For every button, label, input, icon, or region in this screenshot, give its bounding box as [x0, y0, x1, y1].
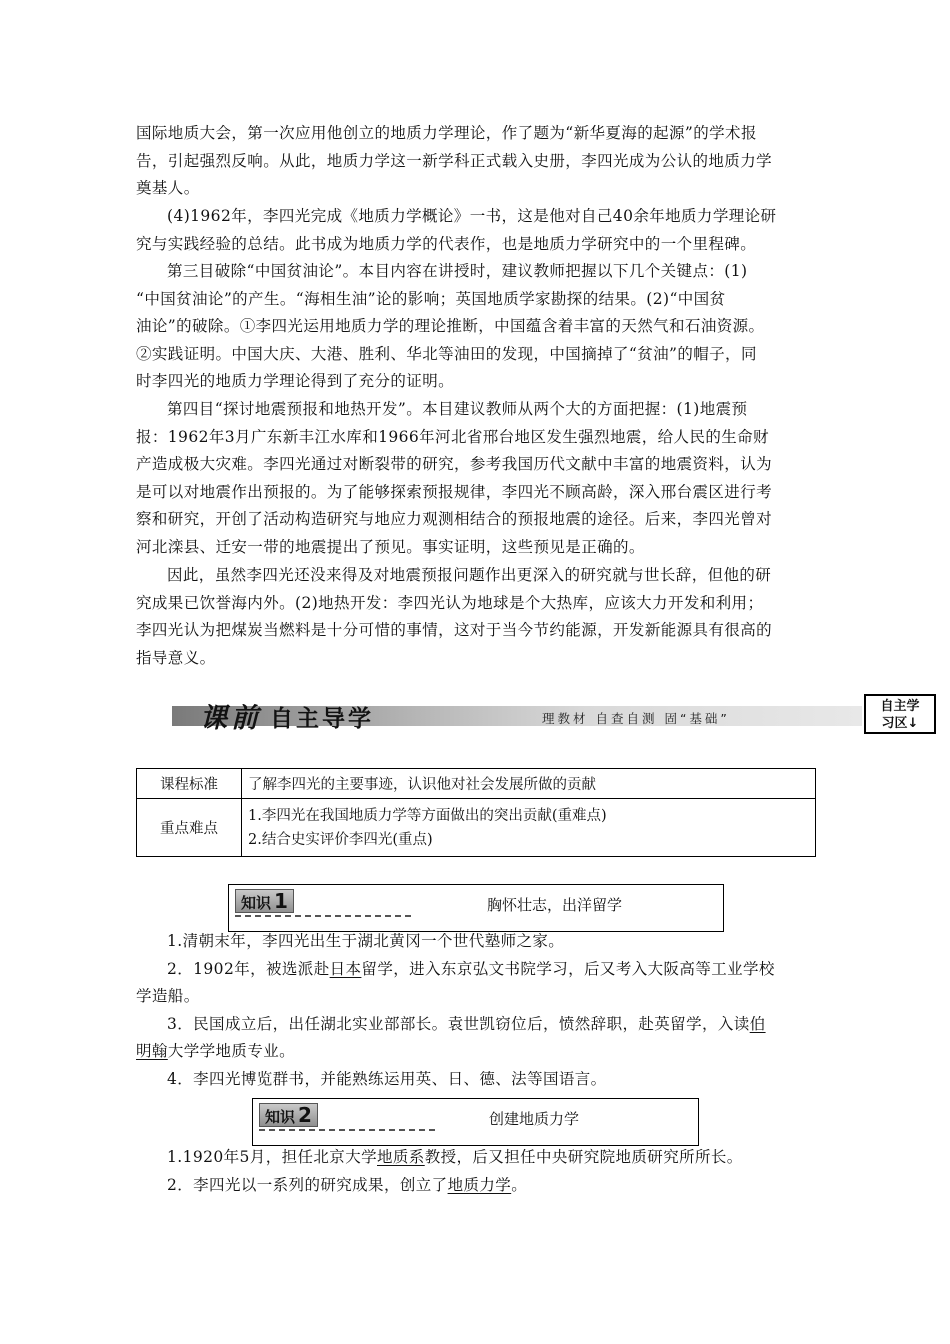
text-run: 留学，进入东京弘文书院学习，后又考入大阪高等工业学校 [361, 959, 775, 978]
knowledge-2-header [252, 1098, 699, 1146]
table-cell-line: 1.李四光在我国地质力学等方面做出的突出贡献(重难点) [248, 807, 607, 824]
text-line: 时李四光的地质力学理论得到了充分的证明。 [136, 372, 455, 390]
text-line: 油论”的破除。①李四光运用地质力学的理论推断，中国蕴含着丰富的天然气和石油资源。 [136, 317, 765, 335]
knowledge-number: 2 [298, 1103, 312, 1127]
banner-title-prefix: 课前 [200, 703, 262, 734]
text-line: “中国贫油论”的产生。“海相生油”论的影响；英国地质学家勘探的结果。(2)“中国贫 [136, 289, 726, 308]
knowledge-1-header [228, 884, 724, 932]
banner-subtitle: 理教材 自查自测 固“基础” [542, 711, 730, 726]
text-line: 指导意义。 [136, 648, 216, 667]
knowledge-number: 1 [274, 889, 288, 913]
knowledge-label-area [259, 1101, 435, 1131]
text-line: 第三目破除“中国贫油论”。本目内容在讲授时，建议教师把握以下几个关键点：(1) [167, 262, 748, 280]
tag-line: 自主学 [880, 699, 920, 714]
text-line: 河北滦县、迁安一带的地震提出了预见。事实证明，这些预见是正确的。 [136, 537, 645, 556]
text-line: 报：1962年3月广东新丰江水库和1966年河北省邢台地区发生强烈地震，给人民的生命财 [136, 427, 769, 446]
answer-underline: 伯 [749, 1014, 766, 1033]
list-item [136, 1011, 816, 1039]
text-run: 教授，后又担任中央研究院地质研究所所长。 [424, 1148, 743, 1166]
table-header-cell: 重点难点 [137, 799, 242, 857]
knowledge-2-content [136, 1144, 816, 1199]
text-line: 察和研究，开创了活动构造研究与地应力观测相结合的预报地震的途径。后来，李四光曾对 [136, 510, 773, 528]
table-row [137, 799, 816, 857]
section-banner [172, 694, 942, 734]
text-line: 国际地质大会，第一次应用他创立的地质力学理论，作了题为“新华夏海的起源”的学术报 [136, 124, 757, 142]
text-line: 是可以对地震作出预报的。为了能够探索预报规律，李四光不顾高龄，深入邢台震区进行考 [136, 482, 773, 501]
knowledge-1-content [136, 928, 816, 1093]
table-row [137, 769, 816, 799]
knowledge-label: 知识 [265, 1108, 296, 1126]
text-run: 2．1902年，被选派赴 [167, 959, 330, 978]
knowledge-badge [235, 889, 294, 913]
text-line: 究成果已饮誉海内外。(2)地热开发：李四光认为地球是个大热库，应该大力开发和利用； [136, 593, 764, 612]
knowledge-title: 胸怀壮志，出洋留学 [487, 896, 623, 914]
knowledge-label: 知识 [241, 894, 272, 912]
answer-underline: 地质系 [377, 1148, 425, 1166]
knowledge-label-area [235, 887, 411, 917]
text-line: 究与实践经验的总结。此书成为地质力学的代表作，也是地质力学研究中的一个里程碑。 [136, 234, 757, 253]
text-line: (4)1962年，李四光完成《地质力学概论》一书，这是他对自己40余年地质力学理论研 [167, 207, 777, 225]
tag-line: 习区↓ [881, 716, 919, 731]
standards-table [136, 768, 816, 857]
list-item-continuation [136, 1038, 816, 1066]
paragraph-4 [136, 203, 816, 258]
text-line: ②实践证明。中国大庆、大港、胜利、华北等油田的发现，中国摘掉了“贫油”的帽子，同 [136, 344, 757, 363]
table-header-cell: 课程标准 [137, 769, 242, 799]
list-item: 1.清朝末年，李四光出生于湖北黄冈一个世代塾师之家。 [167, 932, 565, 950]
list-item-continuation: 学造船。 [136, 987, 200, 1005]
knowledge-title: 创建地质力学 [489, 1110, 580, 1128]
list-item [136, 1172, 816, 1200]
text-run: 大学学地质专业。 [167, 1042, 296, 1060]
list-item [136, 1144, 816, 1172]
answer-underline: 地质力学 [447, 1175, 512, 1194]
paragraph-fourth-section [136, 396, 816, 561]
text-line: 产造成极大灾难。李四光通过对断裂带的研究，参考我国历代文献中丰富的地震资料，认为 [136, 455, 773, 473]
text-line: 告，引起强烈反响。从此，地质力学这一新学科正式载入史册，李四光成为公认的地质力学 [136, 151, 773, 170]
text-line: 李四光认为把煤炭当燃料是十分可惜的事情，这对于当今节约能源，开发新能源具有很高的 [136, 621, 773, 639]
text-line: 奠基人。 [136, 179, 200, 197]
table-cell [242, 799, 816, 857]
paragraph-conclusion [136, 562, 816, 672]
text-run: 1.1920年5月，担任北京大学 [167, 1148, 377, 1166]
banner-title: 自主导学 [270, 706, 374, 732]
answer-underline: 明翰 [136, 1042, 168, 1060]
list-item [136, 956, 816, 984]
text-run: 。 [511, 1175, 528, 1194]
intro-paragraph [136, 120, 816, 203]
answer-underline: 日本 [329, 959, 362, 978]
self-study-tag [864, 694, 936, 734]
table-cell: 了解李四光的主要事迹，认识他对社会发展所做的贡献 [242, 769, 816, 799]
knowledge-badge [259, 1103, 318, 1127]
text-run: 3．民国成立后，出任湖北实业部部长。袁世凯窃位后，愤然辞职，赴英留学，入读 [167, 1014, 750, 1033]
list-item: 4．李四光博览群书，并能熟练运用英、日、德、法等国语言。 [167, 1069, 607, 1088]
text-run: 2．李四光以一系列的研究成果，创立了 [167, 1175, 448, 1194]
text-line: 第四目“探讨地震预报和地热开发”。本目建议教师从两个大的方面把握：(1)地震预 [167, 400, 748, 418]
paragraph-third-section [136, 258, 816, 396]
text-line: 因此，虽然李四光还没来得及对地震预报问题作出更深入的研究就与世长辞，但他的研 [167, 566, 772, 584]
table-cell-line: 2.结合史实评价李四光(重点) [248, 831, 433, 848]
